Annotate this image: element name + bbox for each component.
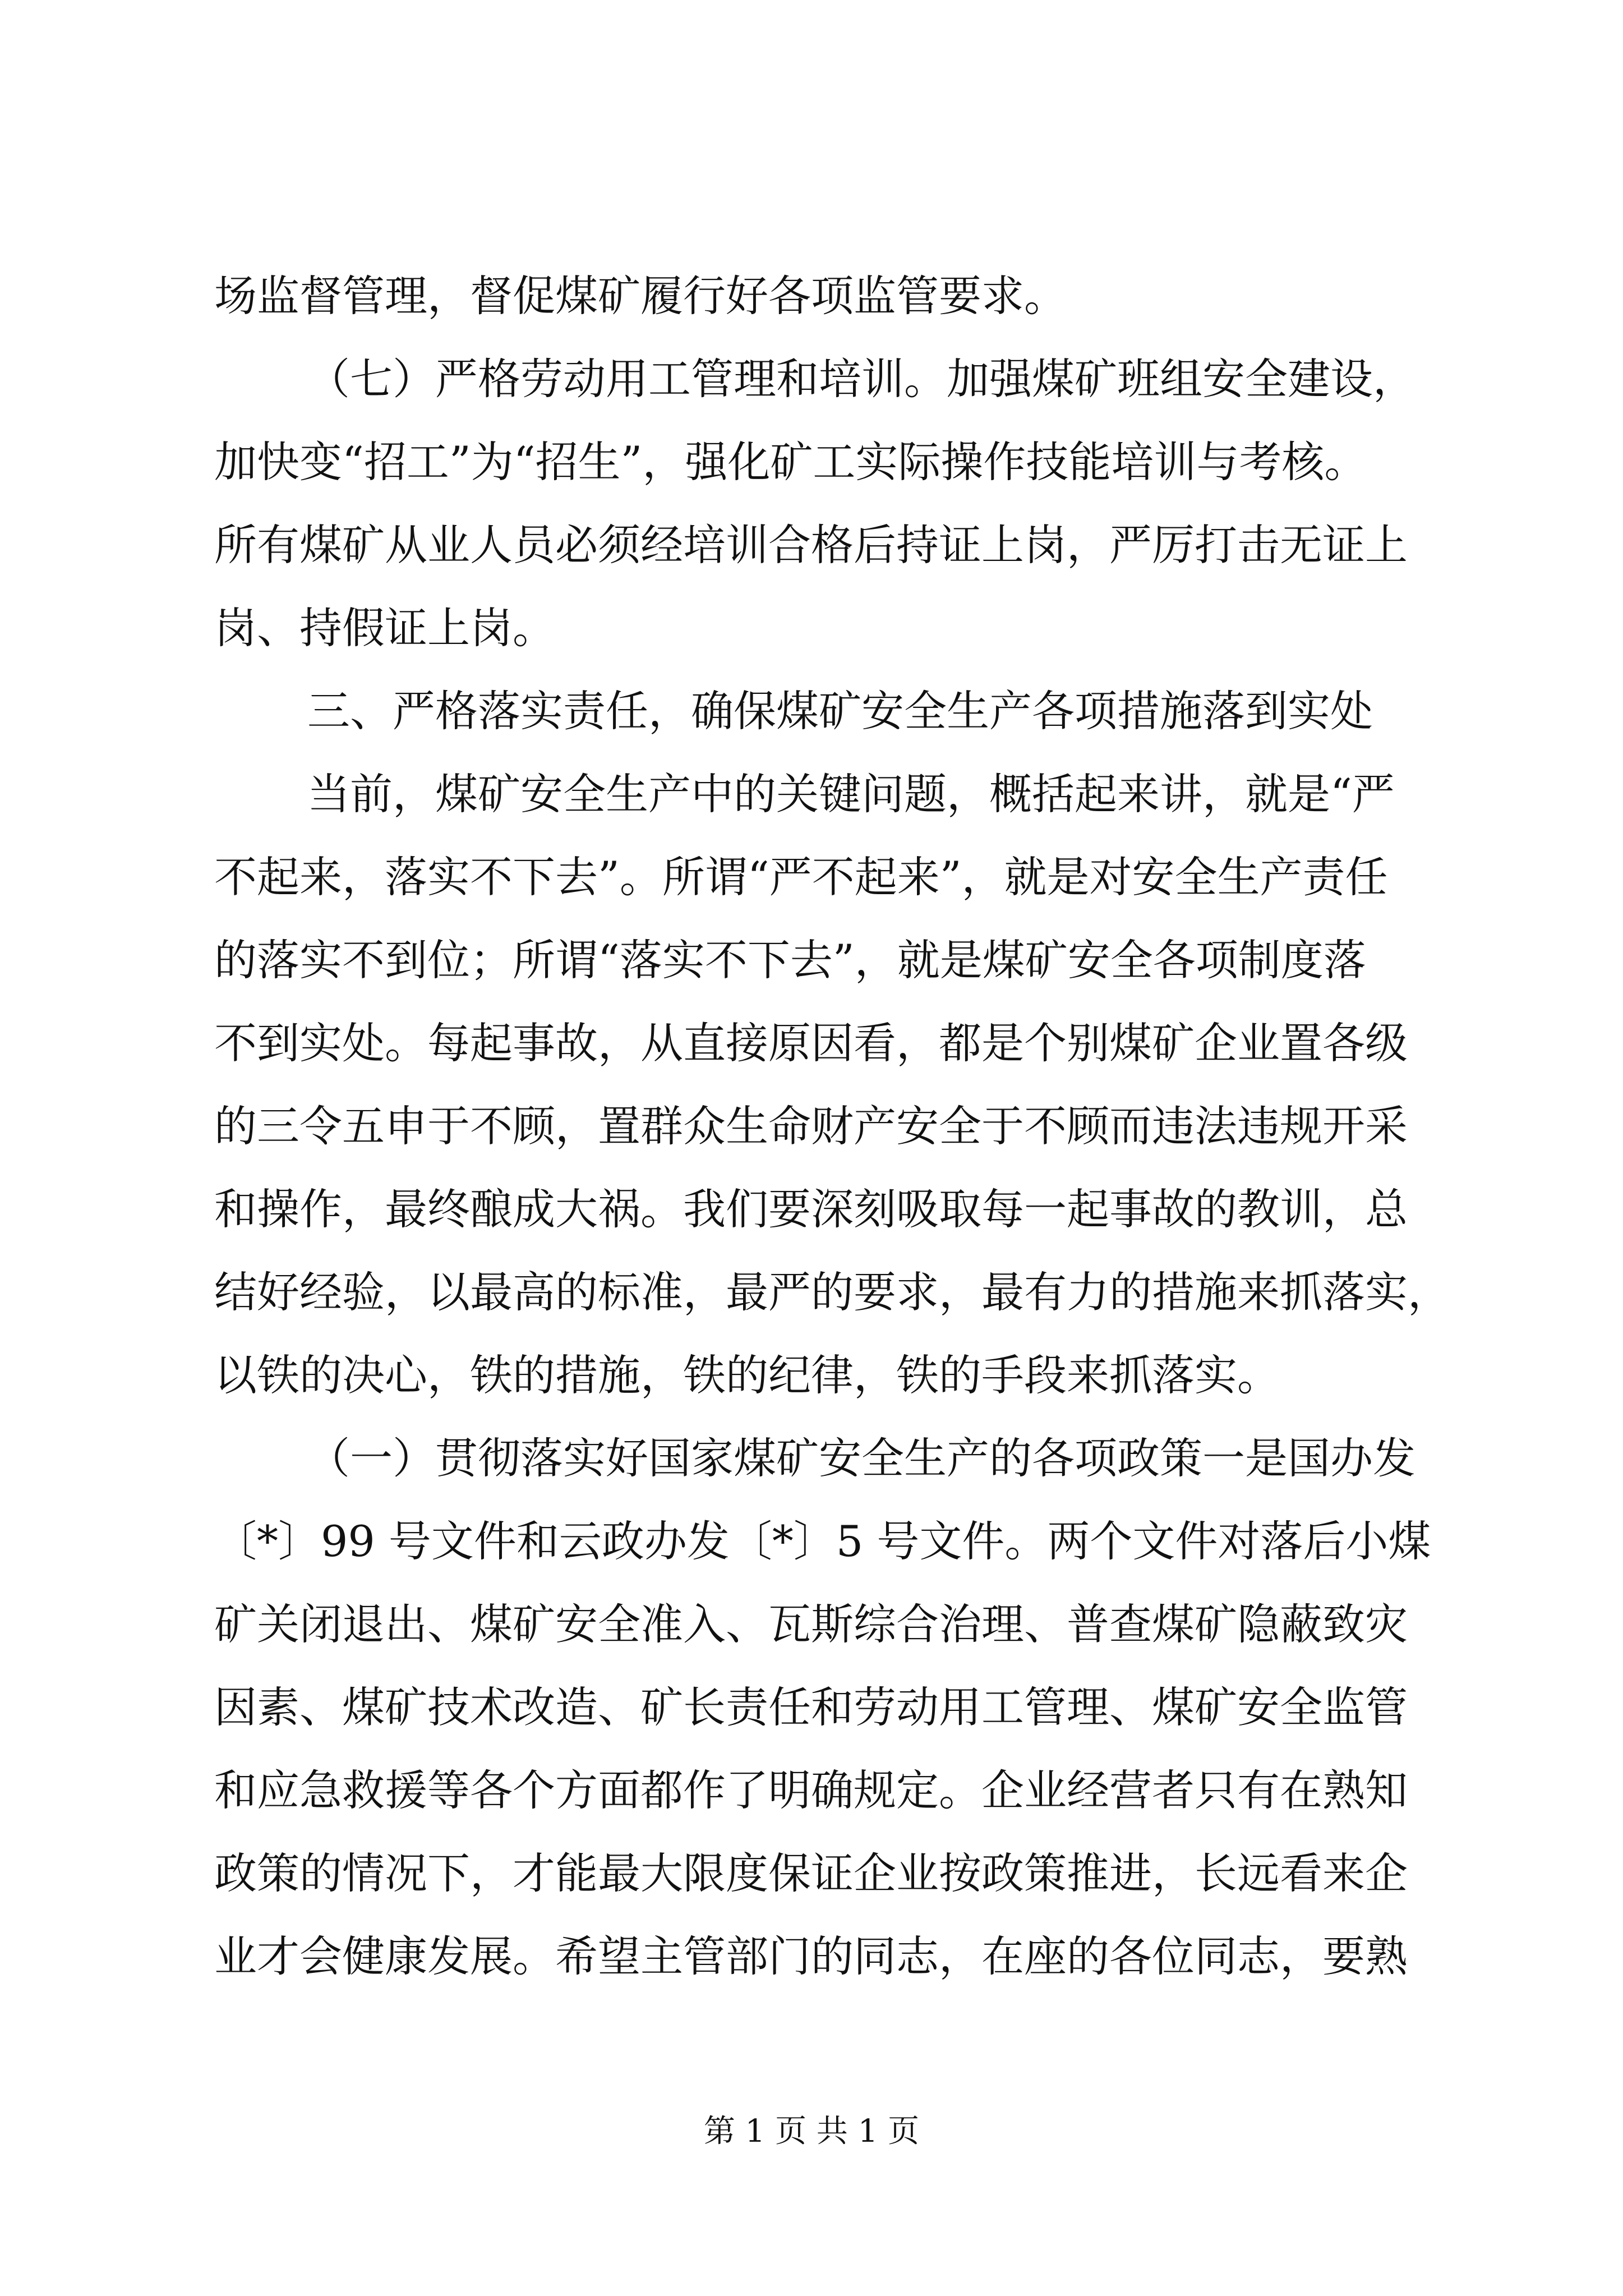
paragraph-line: 的落实不到位；所谓“落实不下去”，就是煤矿安全各项制度落	[214, 935, 1366, 985]
paragraph-line: 的三令五申于不顾，置群众生命财产安全于不顾而违法违规开采	[214, 1101, 1408, 1151]
paragraph-line: 所有煤矿从业人员必须经培训合格后持证上岗，严厉打击无证上	[214, 520, 1408, 570]
paragraph-line: 岗、持假证上岗。	[214, 603, 555, 653]
paragraph-line: 当前，煤矿安全生产中的关键问题，概括起来讲，就是“严	[307, 769, 1395, 819]
paragraph-line: 业才会健康发展。希望主管部门的同志，在座的各位同志，要熟	[214, 1931, 1408, 1981]
paragraph-line: 不起来，落实不下去”。所谓“严不起来”，就是对安全生产责任	[214, 852, 1388, 902]
section-heading: 三、严格落实责任，确保煤矿安全生产各项措施落到实处	[307, 686, 1373, 736]
paragraph-line: 因素、煤矿技术改造、矿长责任和劳动用工管理、煤矿安全监管	[214, 1682, 1408, 1732]
paragraph-line: 矿关闭退出、煤矿安全准入、瓦斯综合治理、普查煤矿隐蔽致灾	[214, 1599, 1408, 1649]
paragraph-line: 和应急救援等各个方面都作了明确规定。企业经营者只有在熟知	[214, 1765, 1408, 1815]
paragraph-line: 结好经验，以最高的标准，最严的要求，最有力的措施来抓落实，	[214, 1267, 1450, 1317]
paragraph-line: 加快变“招工”为“招生”，强化矿工实际操作技能培训与考核。	[214, 437, 1367, 487]
paragraph-line: 以铁的决心，铁的措施，铁的纪律，铁的手段来抓落实。	[214, 1350, 1280, 1400]
paragraph-line: （一）贯彻落实好国家煤矿安全生产的各项政策一是国办发	[307, 1433, 1415, 1483]
page-number-footer: 第 1 页 共 1 页	[703, 2113, 920, 2150]
paragraph-line: 〔*〕99 号文件和云政办发〔*〕5 号文件。两个文件对落后小煤	[214, 1516, 1431, 1566]
paragraph-line: 政策的情况下，才能最大限度保证企业按政策推进，长远看来企	[214, 1848, 1408, 1898]
paragraph-line: 场监督管理，督促煤矿履行好各项监管要求。	[214, 271, 1067, 321]
paragraph-line: 不到实处。每起事故，从直接原因看，都是个别煤矿企业置各级	[214, 1018, 1408, 1068]
paragraph-line: （七）严格劳动用工管理和培训。加强煤矿班组安全建设，	[307, 354, 1415, 404]
paragraph-line: 和操作，最终酿成大祸。我们要深刻吸取每一起事故的教训，总	[214, 1184, 1408, 1234]
